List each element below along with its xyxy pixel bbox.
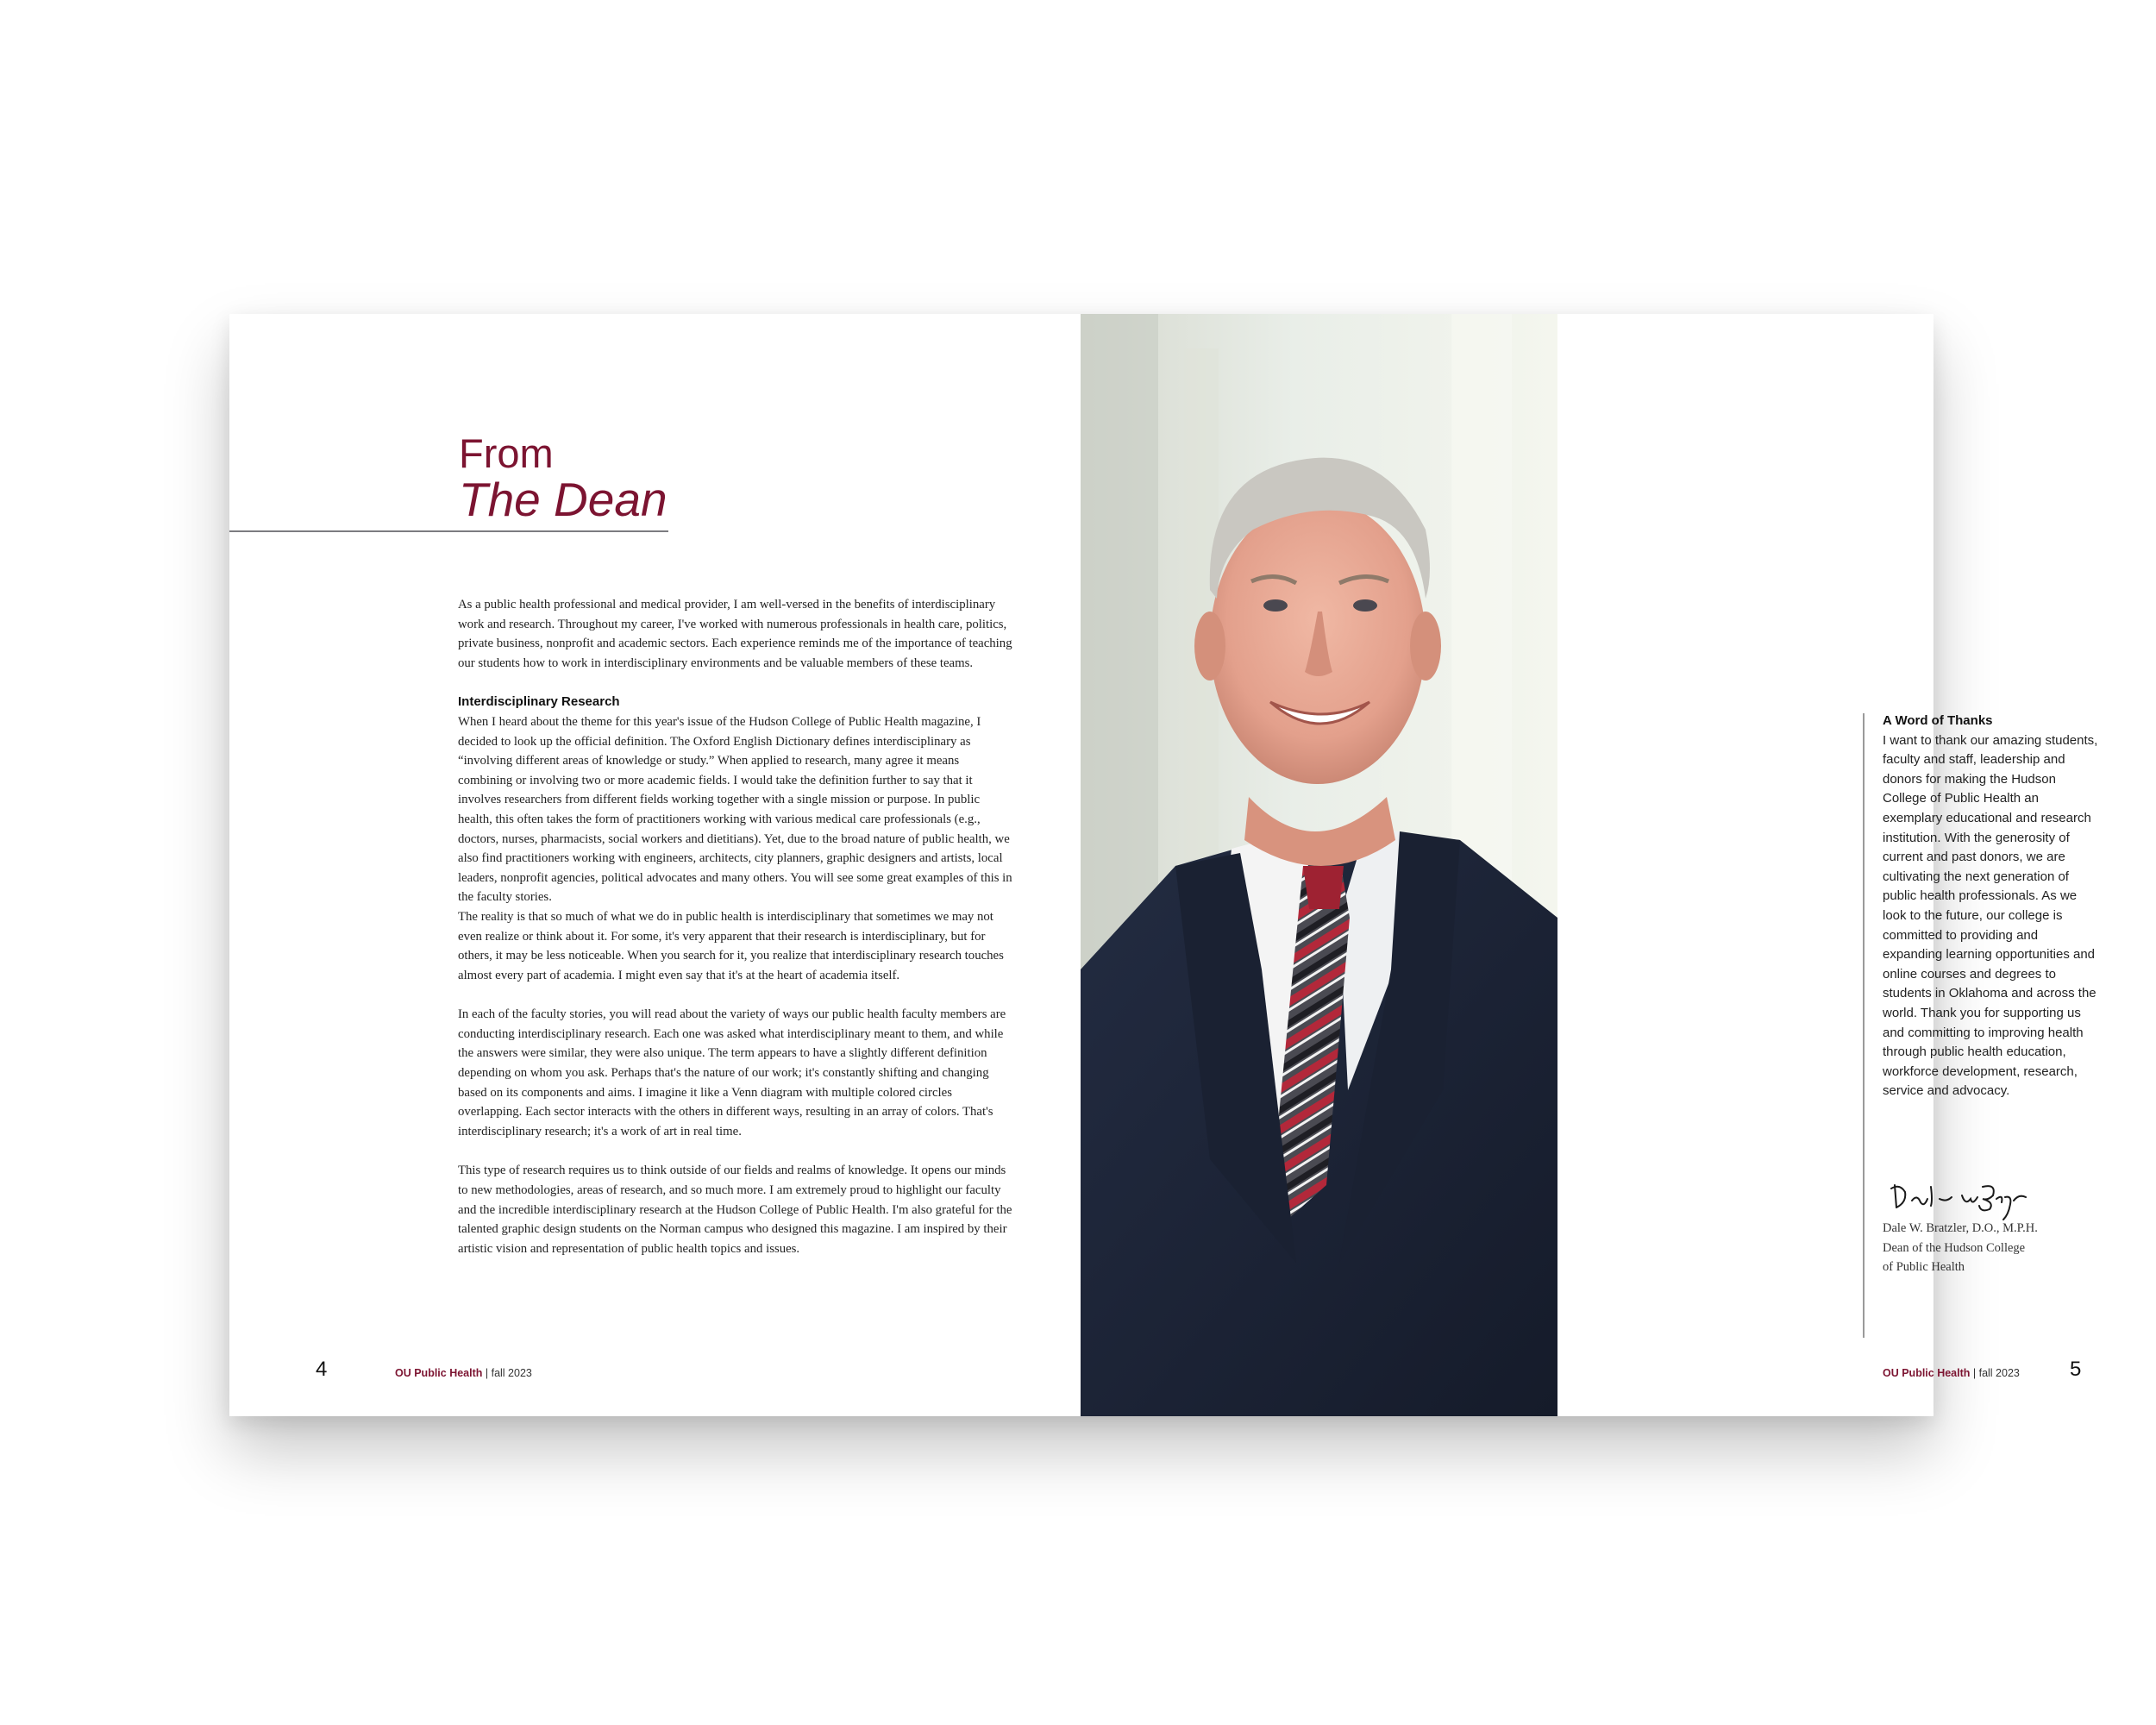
dean-portrait-photo [1081, 314, 1557, 1416]
footer-issue: | fall 2023 [1970, 1367, 2020, 1379]
footer-issue: | fall 2023 [482, 1367, 532, 1379]
folio-footer [395, 1367, 532, 1379]
signature-block [1883, 1219, 2098, 1277]
footer-brand: OU Public Health [395, 1367, 483, 1379]
signer-title: of Public Health [1883, 1260, 1965, 1275]
title-from: From [459, 430, 554, 476]
signer-title: Dean of the Hudson College [1883, 1240, 2026, 1255]
footer-brand: OU Public Health [1883, 1367, 1971, 1379]
word-of-thanks [1883, 712, 2100, 1101]
thanks-body: I want to thank our amazing students, faculty and staff, leadership and donors for making the Hudson College of Public Health an exemplary educational and research institution. With the generosity of current and past donors, we are cultivating the next generation of public health professionals. As we look to the future, our college is committed to providing and expanding learning opportunities and online courses and degrees to students in Oklahoma and across the world. Thank you for supporting us and committing to improving health through public health education, workforce development, research, service and advocacy. [1883, 732, 2098, 1099]
intro-paragraph: As a public health professional and medical provider, I am well-versed in the benefits of interdisciplinary work and research. Throughout my career, I've worked with numerous professionals in health care, politics, private business, nonprofit and academic sectors. Each experience reminds me of the importance of teaching our students how to work in interdisciplinary environments and be valuable members of these teams. [458, 598, 1012, 670]
right-page [1557, 314, 2098, 1416]
article-title [459, 430, 667, 526]
title-the-dean: The Dean [459, 473, 667, 526]
signature-icon [1886, 1176, 2033, 1225]
title-divider [229, 530, 668, 532]
thanks-heading: A Word of Thanks [1883, 713, 1993, 728]
sidebar-divider [1863, 713, 1865, 1338]
body-paragraph: When I heard about the theme for this year's issue of the Hudson College of Public Health magazine, I decided to look up the official definition. The Oxford English Dictionary defines interdisciplinary as “involving different areas of knowledge or study.” When applied to research, many agree it means combining or involving two or more academic fields. I would take the definition further to say that it involves researchers from different fields working together with a single mission or purpose. In public health, this often takes the form of practitioners working with various medical care professionals (e.g., doctors, nurses, pharmacists, social workers and dietitians). Yet, due to the broad nature of public health, we also find practitioners working with engineers, architects, city planners, graphic designers and artists, local leaders, nonprofit agencies, political advocates and many others. You will see some great examples of this in the faculty stories. [458, 714, 1012, 905]
section-heading: Interdisciplinary Research [458, 694, 620, 710]
signer-name: Dale W. Bratzler, D.O., M.P.H. [1883, 1221, 2038, 1235]
page-number: 4 [316, 1358, 328, 1381]
left-page [229, 314, 1080, 1416]
magazine-spread [229, 314, 2098, 1416]
body-paragraph: In each of the faculty stories, you will read about the variety of ways our public health faculty members are conducting interdisciplinary research. Each one was asked what interdisciplinary meant to them, and while the answers were similar, they were also unique. The term appears to have a slightly different definition depending on whom you ask. Perhaps that's the nature of our work; it's constantly shifting and changing based on its components and aims. I imagine it like a Venn diagram with multiple colored circles overlapping. Each sector interacts with the others in different ways, resulting in an array of colors. That's interdisciplinary research; it's a work of art in real time. [458, 1007, 1006, 1138]
folio-footer [1883, 1367, 2020, 1379]
body-paragraph: The reality is that so much of what we do in public health is interdisciplinary that sometimes we may not even realize or think about it. For some, it's very apparent that their research is interdisciplinary, but for others, it may be less noticeable. When you search for it, you realize that interdisciplinary research touches almost every part of academia. I might even say that it's at the heart of academia itself. [458, 909, 1004, 982]
article-body [458, 595, 1014, 1258]
body-paragraph: This type of research requires us to think outside of our fields and realms of knowledge. It opens our minds to new methodologies, areas of research, and so much more. I am extremely proud to highlight our faculty and the incredible interdisciplinary research at the Hudson College of Public Health. I'm also grateful for the talented graphic design students on the Norman campus who designed this magazine. I am inspired by their artistic vision and representation of public health topics and issues. [458, 1164, 1012, 1256]
page-number: 5 [2070, 1358, 2082, 1381]
